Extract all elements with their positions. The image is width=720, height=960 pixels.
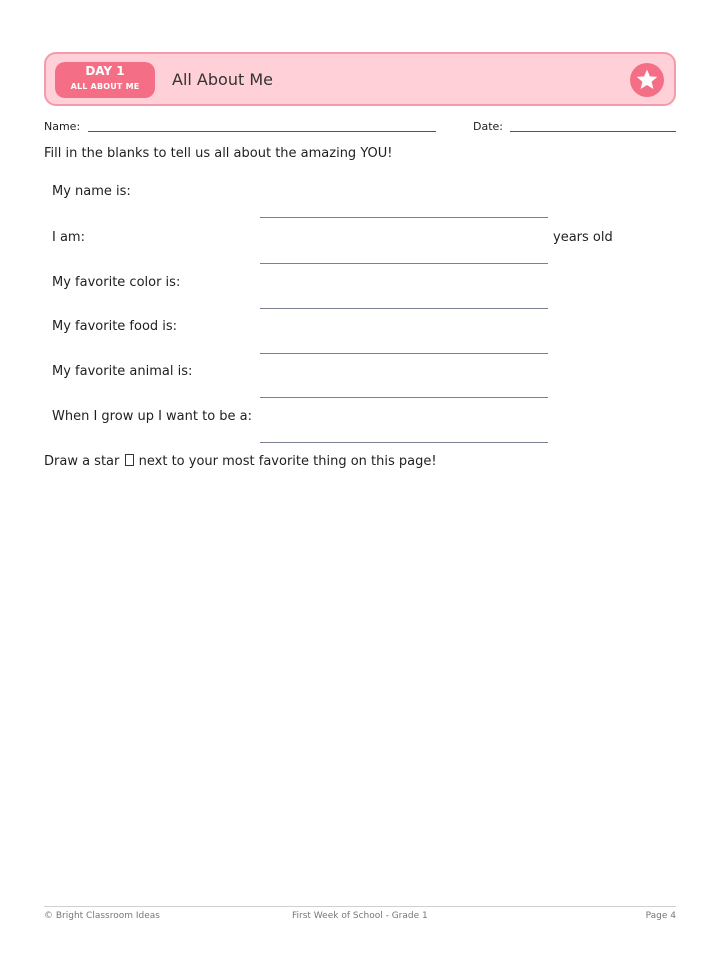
question-color-label: My favorite color is: [52, 275, 181, 290]
answer-line-age[interactable] [260, 263, 548, 264]
date-label: Date: [473, 120, 503, 133]
closing-before: Draw a star [44, 454, 120, 469]
day-badge [55, 62, 155, 98]
answer-line-food[interactable] [260, 353, 548, 354]
day-number: DAY 1 [85, 64, 125, 78]
answer-line-career[interactable] [260, 442, 548, 443]
worksheet-header [44, 52, 676, 106]
answer-line-name[interactable] [260, 217, 548, 218]
question-career-label: When I grow up I want to be a: [52, 409, 253, 424]
closing-instruction [44, 454, 437, 469]
footer-divider [44, 906, 676, 907]
page-title: All About Me [172, 70, 273, 89]
age-suffix: years old [553, 230, 613, 245]
question-name-label: My name is: [52, 184, 131, 199]
question-food-label: My favorite food is: [52, 319, 178, 334]
day-subtitle: ALL ABOUT ME [70, 82, 140, 91]
answer-line-color[interactable] [260, 308, 548, 309]
question-animal-label: My favorite animal is: [52, 364, 193, 379]
question-age-label: I am: [52, 230, 85, 245]
date-line[interactable] [510, 131, 676, 132]
footer-page-number: Page 4 [645, 911, 676, 921]
name-label: Name: [44, 120, 81, 133]
instructions: Fill in the blanks to tell us all about the amazing YOU! [44, 146, 393, 161]
star-icon [630, 63, 664, 97]
answer-line-animal[interactable] [260, 397, 548, 398]
footer-course: First Week of School - Grade 1 [292, 911, 428, 921]
name-line[interactable] [88, 131, 436, 132]
footer-copyright: © Bright Classroom Ideas [44, 911, 160, 921]
closing-after: next to your most favorite thing on this page! [138, 454, 437, 469]
missing-glyph-box [125, 454, 134, 466]
